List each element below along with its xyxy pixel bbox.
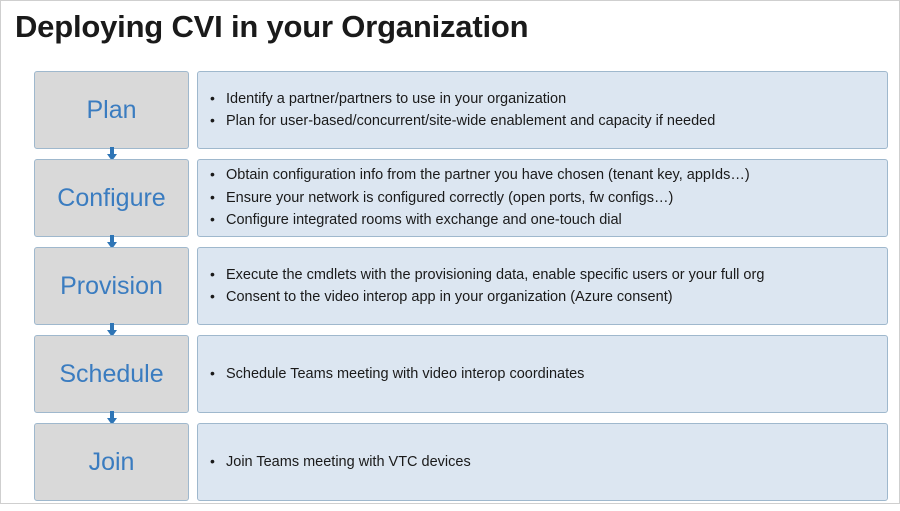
process-row <box>1 335 900 413</box>
bullet-text: Schedule Teams meeting with video interop coordinates <box>226 365 585 382</box>
bullet-item <box>210 88 877 110</box>
bullets-join <box>197 423 888 501</box>
bullet-icon: • <box>210 166 215 183</box>
bullet-item <box>210 164 877 186</box>
bullet-text: Configure integrated rooms with exchange and one-touch dial <box>226 212 622 229</box>
stage-provision[interactable] <box>34 247 189 325</box>
stage-label: Schedule <box>59 359 164 388</box>
bullet-icon: • <box>210 265 215 282</box>
bullets-schedule <box>197 335 888 413</box>
process-flow <box>1 71 900 511</box>
stage-plan[interactable] <box>34 71 189 149</box>
process-row <box>1 423 900 501</box>
bullet-text: Join Teams meeting with VTC devices <box>226 453 471 470</box>
stage-box[interactable] <box>34 159 189 237</box>
bullet-item <box>210 110 877 132</box>
bullets-provision <box>197 247 888 325</box>
bullet-text: Plan for user-based/concurrent/site-wide enablement and capacity if needed <box>226 113 716 129</box>
bullet-icon: • <box>210 211 215 228</box>
bullet-text: Identify a partner/partners to use in your organization <box>226 90 567 107</box>
bullet-icon: • <box>210 89 215 106</box>
bullet-icon: • <box>210 288 215 304</box>
bullet-text: Consent to the video interop app in your organization (Azure consent) <box>226 289 673 305</box>
stage-schedule[interactable] <box>34 335 189 413</box>
stage-box[interactable] <box>34 335 189 413</box>
bullet-icon: • <box>210 112 215 128</box>
process-row <box>1 71 900 149</box>
bullets-configure <box>197 159 888 237</box>
process-row <box>1 247 900 325</box>
stage-label: Configure <box>57 183 166 212</box>
bullet-item <box>210 363 877 385</box>
stage-join[interactable] <box>34 423 189 501</box>
stage-label: Plan <box>86 95 137 124</box>
stage-label: Provision <box>60 271 163 300</box>
bullets-plan <box>197 71 888 149</box>
bullet-icon: • <box>210 364 215 381</box>
page-title: Deploying CVI in your Organization <box>15 9 529 44</box>
bullet-item <box>210 187 877 209</box>
bullet-icon: • <box>210 188 215 205</box>
process-row <box>1 159 900 237</box>
bullet-icon: • <box>210 452 215 469</box>
bullet-text: Obtain configuration info from the partner you have chosen (tenant key, appIds…) <box>226 167 750 184</box>
bullet-item <box>210 286 877 308</box>
bullet-text: Execute the cmdlets with the provisioning data, enable specific users or your full org <box>226 266 765 283</box>
stage-box[interactable] <box>34 71 189 149</box>
stage-configure[interactable] <box>34 159 189 237</box>
stage-box[interactable] <box>34 247 189 325</box>
stage-box[interactable] <box>34 423 189 501</box>
bullet-item <box>210 264 877 286</box>
bullet-item <box>210 209 877 231</box>
bullet-text: Ensure your network is configured correctly (open ports, fw configs…) <box>226 189 674 206</box>
bullet-item <box>210 451 877 473</box>
stage-label: Join <box>88 447 135 476</box>
